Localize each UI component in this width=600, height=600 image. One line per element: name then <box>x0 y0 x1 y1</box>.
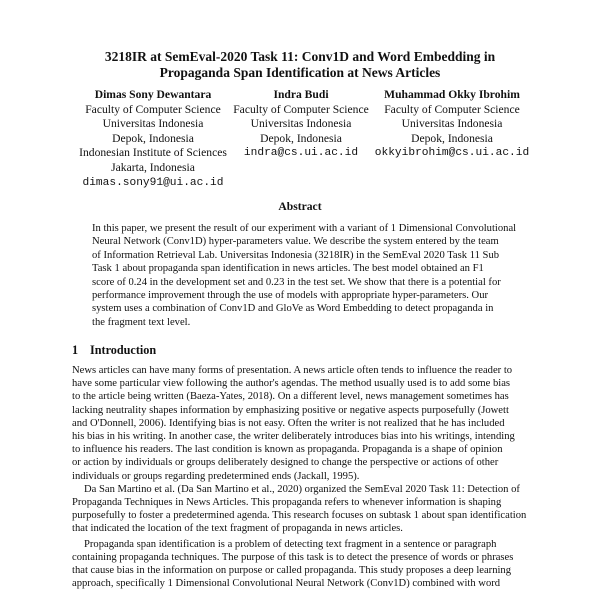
abstract-line: the fragment text level. <box>92 316 191 328</box>
section-body <box>72 364 532 590</box>
abstract-heading: Abstract <box>278 200 322 213</box>
title-line: 3218IR at SemEval-2020 Task 11: Conv1D and Word Embedding in <box>104 49 496 64</box>
affiliation-line: Faculty of Computer Science <box>384 102 520 116</box>
body-line: have some particular view following the author's agendas. The method usually used is to add some bias <box>72 378 511 390</box>
abstract-line: performance improvement through the use of models with appropriate hyper-parameters. Our <box>92 290 489 302</box>
body-line: Propaganda span identification is a problem of detecting text fragment in a sentence or paragraph <box>84 538 497 550</box>
abstract-line: In this paper, we present the result of our experiment with a variant of 1 Dimensional Convolutional <box>92 223 517 234</box>
author-name: Muhammad Okky Ibrohim <box>384 88 520 101</box>
affiliation-line: Jakarta, Indonesia <box>111 160 195 174</box>
body-line: or action by individuals or groups deliberately designed to change the perspective or actions of other <box>72 457 499 469</box>
body-line: News articles can have many forms of presentation. A news article often tends to influence the reader to <box>72 365 513 376</box>
body-line: Da San Martino et al. (Da San Martino et al., 2020) organized the SemEval 2020 Task 11: Detection of <box>84 483 520 495</box>
abstract-line: score of 0.24 in the development set and 0.23 in the test set. We show that there is a potential for <box>92 276 501 288</box>
author-email: okkyibrohim@cs.ui.ac.id <box>374 147 530 160</box>
author-block <box>0 88 600 198</box>
author-email: dimas.sony91@ui.ac.id <box>82 176 224 189</box>
body-line: approach, specifically 1 Dimensional Convolutional Neural Network (Conv1D) combined with word <box>72 578 501 590</box>
author-2 <box>228 88 374 161</box>
affiliation-line: Universitas Indonesia <box>250 117 352 131</box>
paper-title <box>0 49 600 81</box>
abstract-line: system uses a combination of Conv1D and GloVe as Word Embedding to detect propaganda in <box>92 303 494 315</box>
author-3 <box>367 88 537 161</box>
title-line: Propaganda Span Identification at News Articles <box>159 65 441 80</box>
affiliation-line: Indonesian Institute of Sciences <box>79 146 227 160</box>
section-number: 1 <box>72 343 79 357</box>
author-email: indra@cs.ui.ac.id <box>243 147 359 160</box>
body-line: to the article being written (Baeza-Yates, 2018). On a different level, news management sometimes has <box>72 391 509 403</box>
affiliation-line: Faculty of Computer Science <box>233 102 369 116</box>
body-line: individuals or groups regarding predetermined ends (Jackall, 1995). <box>72 470 360 482</box>
author-name: Indra Budi <box>273 88 329 101</box>
author-1 <box>73 88 233 190</box>
affiliation-line: Universitas Indonesia <box>102 117 204 131</box>
author-name: Dimas Sony Dewantara <box>94 88 212 101</box>
section-heading <box>72 343 156 358</box>
body-line: Propaganda Techniques in News Articles. This propaganda refers to whenever information is shaping <box>72 497 502 509</box>
abstract-line: of Information Retrieval Lab. Universitas Indonesia (3218IR) in the SemEval 2020 Task 11 Sub <box>92 249 500 261</box>
section-title: Introduction <box>90 343 157 357</box>
body-line: to influence his readers. The last condition is known as propaganda. Propaganda is a shape of opinion <box>72 444 503 456</box>
abstract-line: Task 1 about propaganda span identification in news articles. The best model obtained an F1 <box>92 263 484 275</box>
body-line: his bias in his writing. In another case, the writer deliberately introduces bias into his writings, intending <box>72 431 515 443</box>
body-line: that indicated the location of the text fragment of propaganda in news articles. <box>72 523 403 535</box>
body-line: purposefully to foster a predetermined agenda. This research focuses on subtask 1 about span identification <box>72 510 527 522</box>
abstract-line: Neural Network (Conv1D) hyper-parameters value. We describe the system entered by the team <box>92 236 499 248</box>
body-line: and O'Donnell, 2006). Identifying bias is not easy. Often the writer is not realized that he has included <box>72 417 505 429</box>
abstract-text <box>92 222 517 329</box>
affiliation-line: Depok, Indonesia <box>260 131 342 145</box>
affiliation-line: Depok, Indonesia <box>411 131 493 145</box>
body-line: that cause bias in the information on purpose or called propaganda. This study proposes a deep learning <box>72 565 512 577</box>
affiliation-line: Faculty of Computer Science <box>85 102 221 116</box>
body-line: containing propaganda techniques. The purpose of this task is to detect the presence of words or phrases <box>72 551 514 563</box>
body-line: lacking neutrality shapes information by emphasizing positive or negative aspects purposefully (Jowett <box>72 404 509 416</box>
affiliation-line: Depok, Indonesia <box>112 131 194 145</box>
affiliation-line: Universitas Indonesia <box>401 117 503 131</box>
